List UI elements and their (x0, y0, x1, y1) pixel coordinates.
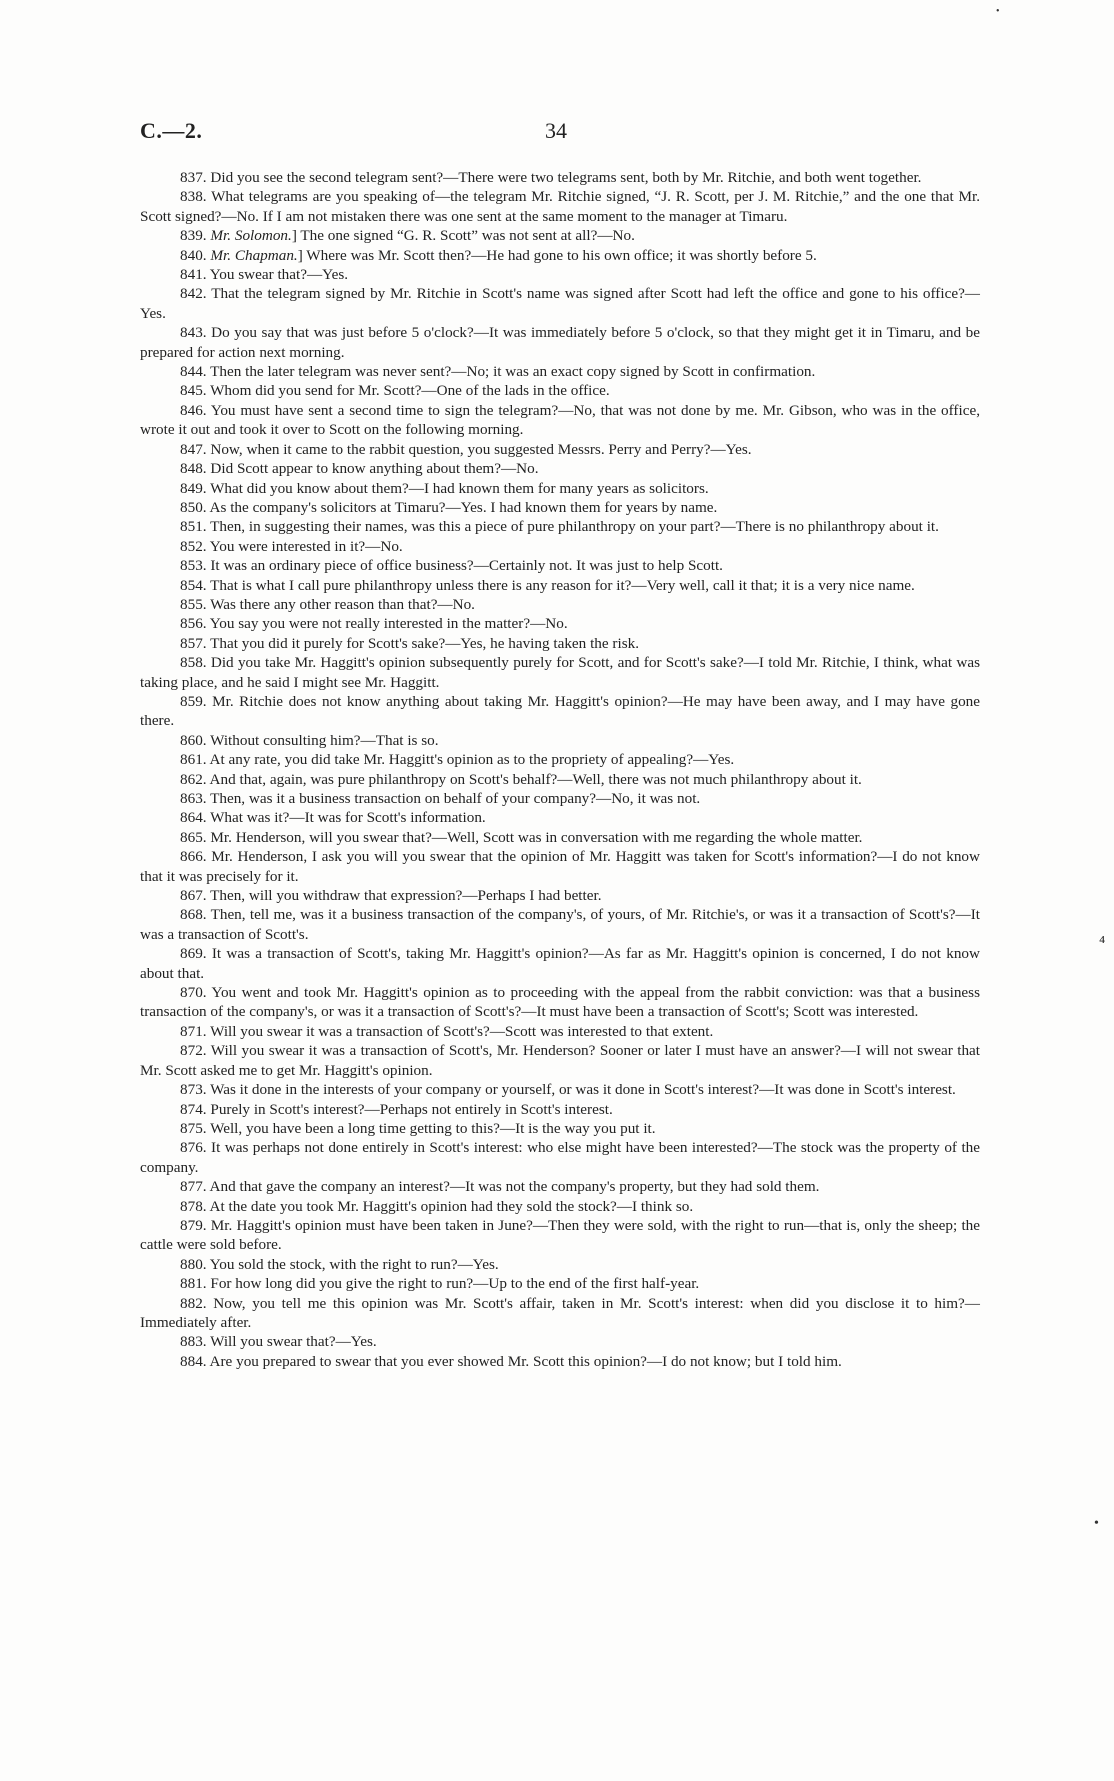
qa-entry: 855. Was there any other reason than that?—No. (180, 595, 475, 613)
qa-entry: 877. And that gave the company an interest?—It was not the company's property, but they had sold them. (180, 1178, 820, 1196)
qa-entry: 841. You swear that?—Yes. (180, 266, 349, 284)
qa-entry: 842. That the telegram signed by Mr. Ritchie in Scott's name was signed after Scott had left the office and gone to his office?—Yes. (140, 285, 980, 322)
qa-entry: 875. Well, you have been a long time getting to this?—It is the way you put it. (180, 1119, 656, 1137)
qa-entry: 856. You say you were not really interested in the matter?—No. (180, 615, 568, 633)
qa-entry: 864. What was it?—It was for Scott's information. (180, 809, 486, 827)
qa-entry: 853. It was an ordinary piece of office business?—Certainly not. It was just to help Scott. (180, 557, 723, 575)
qa-entry: 859. Mr. Ritchie does not know anything about taking Mr. Haggitt's opinion?—He may have been away, and I may have gone there. (140, 692, 980, 730)
qa-entry: 879. Mr. Haggitt's opinion must have been taken in June?—Then they were sold, with the right to run—that is, only the sheep; the cattle were sold before. (140, 1216, 980, 1254)
qa-entry: 846. You must have sent a second time to sign the telegram?—No, that was not done by me. Mr. Gibson, who was in the office, wrote it out and took it over to Scott on the following morning. (140, 401, 980, 439)
qa-entry: 840. Mr. Chapman.] Where was Mr. Scott then?—He had gone to his own office; it was shortly before 5. (180, 246, 817, 264)
qa-entry: 837. Did you see the second telegram sent?—There were two telegrams sent, both by Mr. Ritchie, and both went together. (180, 169, 922, 186)
qa-entry: 866. Mr. Henderson, I ask you will you swear that the opinion of Mr. Haggitt was taken for Scott's information?—I do not know that it was precisely for it. (140, 848, 980, 885)
qa-entry: 850. As the company's solicitors at Timaru?—Yes. I had known them for years by name. (180, 498, 718, 516)
qa-entry: 847. Now, when it came to the rabbit question, you suggested Messrs. Perry and Perry?—Yes. (180, 440, 752, 458)
testimony-body (140, 168, 980, 1371)
page-header (140, 118, 980, 148)
document-reference: C.—2. (140, 118, 203, 143)
qa-entry: 882. Now, you tell me this opinion was Mr. Scott's affair, taken in Mr. Scott's interest: when did you disclose it to him?—Immediately after. (140, 1294, 980, 1331)
qa-entry: 860. Without consulting him?—That is so. (180, 731, 439, 749)
margin-mark-right-lower: • (1094, 1516, 1099, 1531)
qa-entry: 868. Then, tell me, was it a business transaction of the company's, of yours, of Mr. Ritchie's, or was it a transaction of Scott's?—It was a transaction of Scott's. (140, 906, 980, 943)
qa-entry: 881. For how long did you give the right to run?—Up to the end of the first half-year. (180, 1275, 700, 1293)
qa-entry: 863. Then, was it a business transaction on behalf of your company?—No, it was not. (180, 790, 701, 807)
qa-entry: 844. Then the later telegram was never sent?—No; it was an exact copy signed by Scott in confirmation. (180, 363, 816, 381)
qa-entry: 883. Will you swear that?—Yes. (180, 1333, 377, 1351)
qa-entry: 870. You went and took Mr. Haggitt's opinion as to proceeding with the appeal from the rabbit conviction: was that a business transaction of the company's, or was it a transaction of Scott's?—It must have been a transaction of Scott's; Scott was interested. (140, 984, 980, 1021)
page-number: 34 (545, 118, 567, 143)
qa-entry: 869. It was a transaction of Scott's, taking Mr. Haggitt's opinion?—As far as Mr. Haggitt's opinion is concerned, I do not know about that. (140, 945, 980, 982)
margin-dot-top: • (996, 6, 1000, 17)
qa-entry: 843. Do you say that was just before 5 o'clock?—It was immediately before 5 o'clock, so that they might get it in Timaru, and be prepared for action next morning. (140, 324, 980, 361)
qa-entry: 858. Did you take Mr. Haggitt's opinion subsequently purely for Scott, and for Scott's sake?—I told Mr. Ritchie, I think, what was taking place, and he said I might see Mr. Haggitt. (140, 654, 980, 691)
qa-entry: 849. What did you know about them?—I had known them for many years as solicitors. (180, 479, 709, 497)
qa-entry: 871. Will you swear it was a transaction of Scott's?—Scott was interested to that extent. (180, 1022, 714, 1040)
qa-entry: 865. Mr. Henderson, will you swear that?—Well, Scott was in conversation with me regarding the whole matter. (180, 828, 863, 846)
qa-entry: 852. You were interested in it?—No. (180, 537, 403, 555)
qa-entry: 838. What telegrams are you speaking of—the telegram Mr. Ritchie signed, “J. R. Scott, per J. M. Ritchie,” and the one that Mr. Scott signed?—No. If I am not mistaken there was one sent at the same moment to the manager at Timaru. (140, 188, 980, 225)
qa-entry: 851. Then, in suggesting their names, was this a piece of pure philanthropy on your part?—There is no philanthropy about it. (180, 518, 939, 536)
qa-entry: 854. That is what I call pure philanthropy unless there is any reason for it?—Very well, call it that; it is a very nice name. (180, 576, 915, 594)
qa-entry: 873. Was it done in the interests of your company or yourself, or was it done in Scott's interest?—It was done in Scott's interest. (180, 1081, 956, 1099)
qa-entry: 845. Whom did you send for Mr. Scott?—One of the lads in the office. (180, 382, 610, 400)
qa-entry: 874. Purely in Scott's interest?—Perhaps not entirely in Scott's interest. (180, 1100, 613, 1118)
qa-entry: 867. Then, will you withdraw that expression?—Perhaps I had better. (180, 887, 602, 905)
qa-entry: 861. At any rate, you did take Mr. Haggitt's opinion as to the propriety of appealing?—Yes. (180, 751, 735, 769)
qa-entry: 839. Mr. Solomon.] The one signed “G. R. Scott” was not sent at all?—No. (180, 227, 635, 245)
qa-entry: 857. That you did it purely for Scott's sake?—Yes, he having taken the risk. (180, 634, 639, 652)
qa-entry: 848. Did Scott appear to know anything about them?—No. (180, 460, 539, 478)
margin-mark-right: ⁴ (1099, 932, 1106, 952)
speaker-name: Mr. Solomon. (210, 227, 292, 245)
qa-entry: 876. It was perhaps not done entirely in Scott's interest: who else might have been interested?—The stock was the property of the company. (140, 1139, 980, 1176)
speaker-name: Mr. Chapman. (210, 246, 298, 264)
qa-entry: 862. And that, again, was pure philanthropy on Scott's behalf?—Well, there was not much philanthropy about it. (180, 770, 862, 788)
qa-entry: 880. You sold the stock, with the right to run?—Yes. (180, 1255, 499, 1273)
qa-entry: 878. At the date you took Mr. Haggitt's opinion had they sold the stock?—I think so. (180, 1197, 694, 1215)
qa-entry: 872. Will you swear it was a transaction of Scott's, Mr. Henderson? Sooner or later I must have an answer?—I will not swear that Mr. Scott asked me to get Mr. Haggitt's opinion. (140, 1042, 980, 1079)
qa-entry: 884. Are you prepared to swear that you ever showed Mr. Scott this opinion?—I do not know; but I told him. (180, 1352, 842, 1370)
